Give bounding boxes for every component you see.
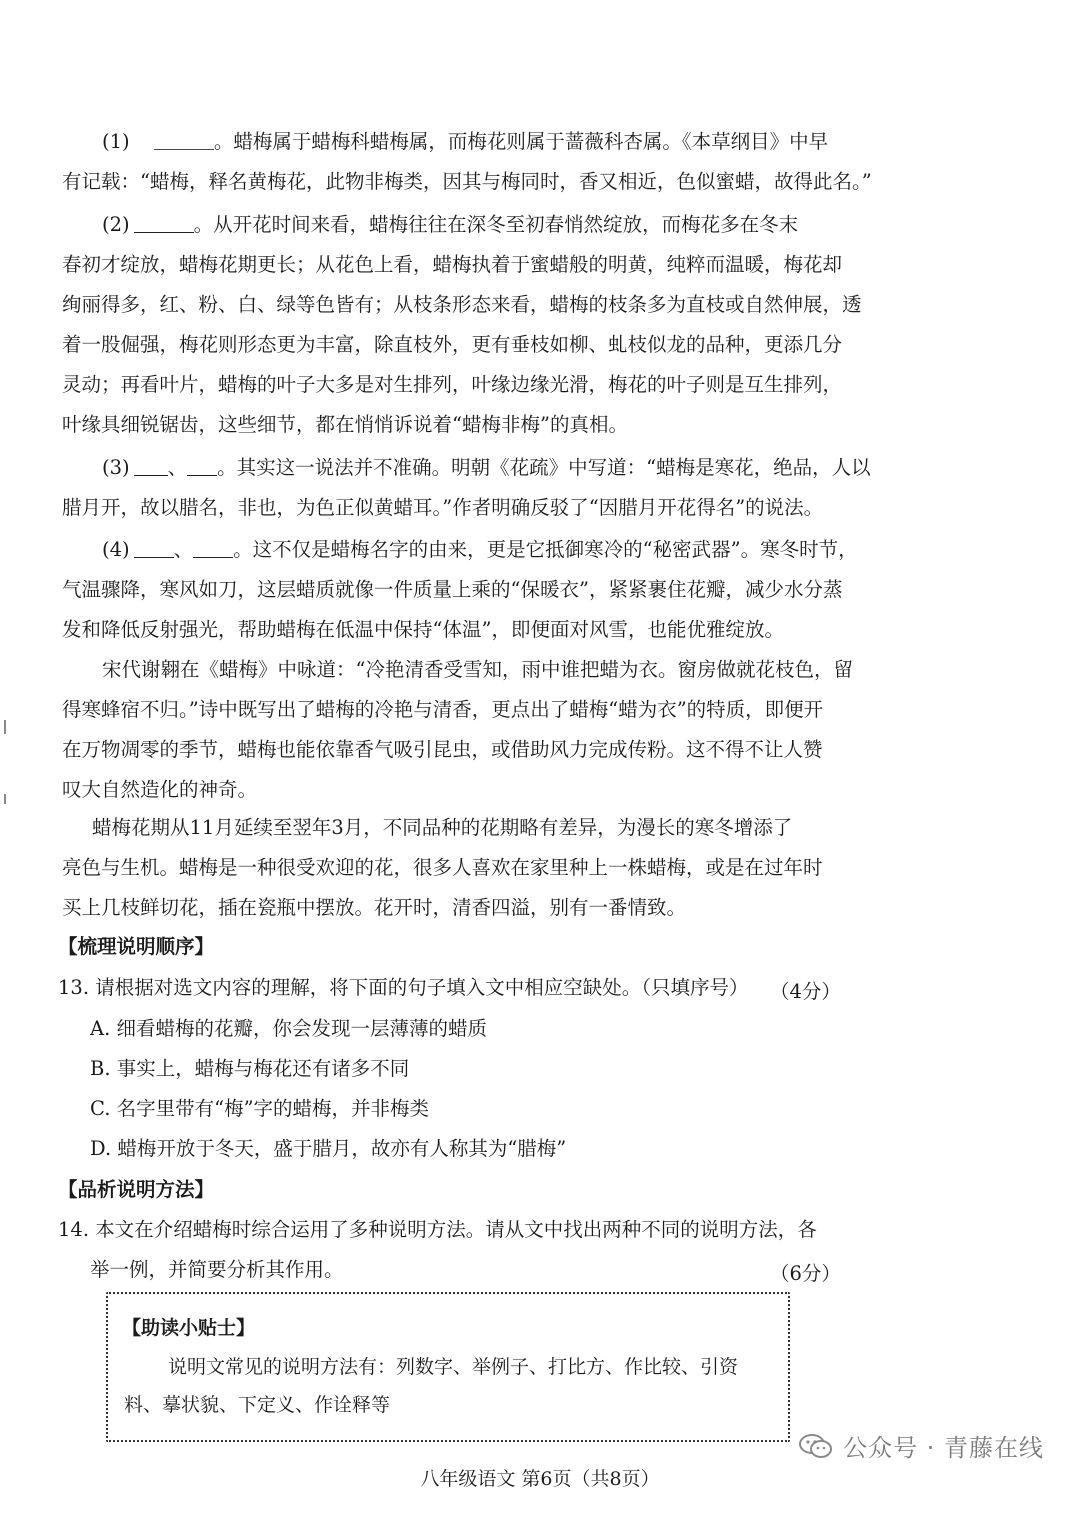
passage-paragraph-2 [62,205,862,445]
answer-blank-4a[interactable] [134,535,174,558]
section-heading-method: 【品析说明方法】 [58,1178,215,1201]
question-13-score: （4分） [770,980,841,1003]
section-heading-order: 【梳理说明顺序】 [58,935,215,958]
question-13-stem: 13. 请根据对选文内容的理解，将下面的句子填入文中相应空缺处。（只填序号） [58,976,749,999]
passage-paragraph-6 [62,808,822,928]
question-14-line-1: 14. 本文在介绍蜡梅时综合运用了多种说明方法。请从文中找出两种不同的说明方法，各 [58,1218,817,1241]
paragraph-3-line-2: 腊月开，故以腊名，非也，为色正似黄蜡耳。”作者明确反驳了“因腊月开花得名”的说法。 [62,496,824,519]
scan-edge-mark [4,794,6,804]
blank-label-1: (1) [102,130,130,153]
paragraph-5-line-3: 在万物凋零的季节，蜡梅也能依靠香气吸引昆虫，或借助风力完成传粉。这不得不让人赞 [62,738,823,761]
tip-title: 【助读小贴士】 [122,1317,256,1339]
page-footer: 八年级语文 第6页（共8页） [420,1468,660,1490]
paragraph-2-line-5: 灵动；再看叶片，蜡梅的叶子大多是对生排列，叶缘边缘光滑，梅花的叶子则是互生排列， [62,373,843,396]
question-14-score: （6分） [770,1262,841,1285]
wechat-icon [799,1433,833,1459]
blank-label-2: (2) [102,213,130,236]
paragraph-2-line-1: 。从开花时间来看，蜡梅往往在深冬至初春悄然绽放，而梅花多在冬末 [193,213,799,236]
paragraph-3-line-1: 。其实这一说法并不准确。明朝《花疏》中写道：“蜡梅是寒花，绝品，人以 [217,456,871,479]
tip-text: 说明文常见的说明方法有：列数字、举例子、打比方、作比较、引资料、摹状貌、下定义、作诠释等 [124,1356,739,1416]
paragraph-6-line-1: 蜡梅花期从11月延续至翌年3月，不同品种的花期略有差异，为漫长的寒冬增添了 [92,816,793,839]
question-14-line-2: 举一例，并简要分析其作用。 [90,1258,344,1281]
paragraph-5-line-4: 叹大自然造化的神奇。 [62,778,258,801]
answer-blank-3b[interactable] [187,453,217,476]
answer-blank-1[interactable] [154,127,214,150]
paragraph-2-line-4: 着一股倔强，梅花则形态更为丰富，除直枝外，更有垂枝如柳、虬枝似龙的品种，更添几分 [62,333,843,356]
option-b[interactable]: B. 事实上，蜡梅与梅花还有诸多不同 [90,1057,410,1080]
watermark-text: 公众号 · 青藤在线 [843,1434,1044,1462]
paragraph-6-line-2: 亮色与生机。蜡梅是一种很受欢迎的花，很多人喜欢在家里种上一株蜡梅，或是在过年时 [62,856,823,879]
paragraph-5-line-2: 得寒蜂宿不归。”诗中既写出了蜡梅的冷艳与清香，更点出了蜡梅“蜡为衣”的特质，即便开 [62,698,824,721]
answer-blank-2[interactable] [134,210,194,233]
blank-label-4: (4) [102,538,130,561]
blank-separator-4: 、 [173,538,194,561]
question-14-stem [58,1210,828,1290]
paragraph-2-line-6: 叶缘具细锐锯齿，这些细节，都在悄悄诉说着“蜡梅非梅”的真相。 [62,413,628,436]
answer-blank-3a[interactable] [134,453,168,476]
paragraph-4-line-1: 。这不仅是蜡梅名字的由来，更是它抵御寒冷的“秘密武器”。寒冬时节， [233,538,858,561]
paragraph-4-line-3: 发和降低反射强光，帮助蜡梅在低温中保持“体温”，即便面对风雪，也能优雅绽放。 [62,618,784,641]
passage-paragraph-3 [62,448,871,528]
blank-separator-3: 、 [167,456,188,479]
blank-label-3: (3) [102,456,130,479]
passage-paragraph-1 [62,122,872,202]
scan-edge-mark [4,720,6,734]
option-c[interactable]: C. 名字里带有“梅”字的蜡梅，并非梅类 [90,1097,430,1120]
option-d[interactable]: D. 蜡梅开放于冬天，盛于腊月，故亦有人称其为“腊梅” [90,1137,567,1160]
paragraph-1-line-2: 有记载：“蜡梅，释名黄梅花，此物非梅类，因其与梅同时，香又相近，色似蜜蜡，故得此名。” [62,170,872,193]
passage-paragraph-4 [62,530,858,650]
passage-paragraph-5 [62,650,853,810]
paragraph-1-line-1: 。蜡梅属于蜡梅科蜡梅属，而梅花则属于蔷薇科杏属。《本草纲目》中早 [213,130,829,153]
paragraph-2-line-3: 绚丽得多，红、粉、白、绿等色皆有；从枝条形态来看，蜡梅的枝条多为直枝或自然伸展，透 [62,293,862,316]
paragraph-4-line-2: 气温骤降，寒风如刀，这层蜡质就像一件质量上乘的“保暖衣”，紧紧裹住花瓣，减少水分蒸 [62,578,843,601]
option-a[interactable]: A. 细看蜡梅的花瓣，你会发现一层薄薄的蜡质 [90,1017,487,1040]
paragraph-6-line-3: 买上几枝鲜切花，插在瓷瓶中摆放。花开时，清香四溢，别有一番情致。 [62,896,687,919]
paragraph-2-line-2: 春初才绽放，蜡梅花期更长；从花色上看，蜡梅执着于蜜蜡般的明黄，纯粹而温暖，梅花却 [62,253,843,276]
answer-blank-4b[interactable] [193,535,233,558]
paragraph-5-line-1: 宋代谢翱在《蜡梅》中咏道：“冷艳清香受雪知，雨中谁把蜡为衣。窗房做就花枝色，留 [102,658,853,681]
watermark [799,1428,1044,1463]
